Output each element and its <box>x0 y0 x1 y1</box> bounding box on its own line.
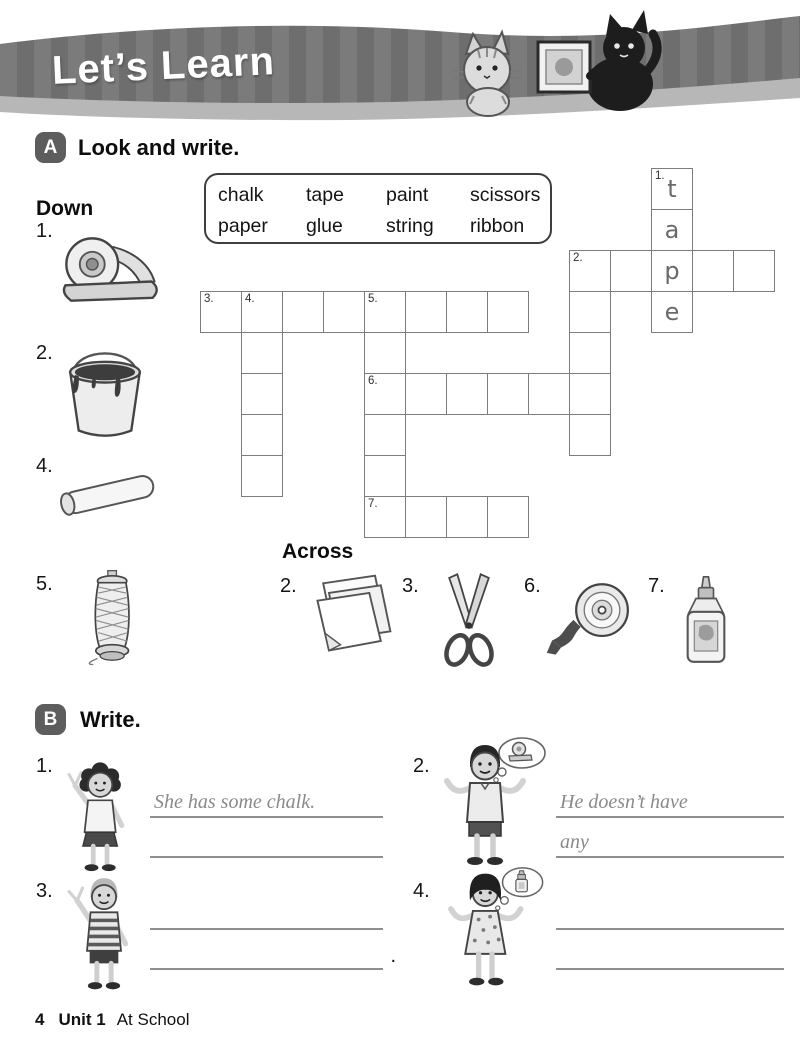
crossword-cell <box>528 373 570 415</box>
crossword-cell <box>487 496 529 538</box>
crossword-cell <box>651 291 693 333</box>
across-7-picture <box>676 565 736 677</box>
write-4-number: 4. <box>413 880 430 902</box>
down-2-number: 2. <box>36 342 53 364</box>
crossword-cell <box>364 332 406 374</box>
crossword-letter: a <box>664 216 680 244</box>
word-bank-word: glue <box>306 214 343 237</box>
crossword-cell <box>323 291 365 333</box>
write-3-number: 3. <box>36 880 53 902</box>
page-title: Let’s Learn <box>51 39 276 93</box>
answer-line <box>150 824 383 858</box>
write-3-lines <box>150 896 396 970</box>
crossword-cell <box>241 373 283 415</box>
crossword-cell <box>446 291 488 333</box>
crossword-cell <box>569 291 611 333</box>
word-bank-word: paper <box>218 214 268 237</box>
crossword-cell <box>446 373 488 415</box>
answer-line <box>150 936 383 970</box>
across-6-number: 6. <box>524 575 541 597</box>
answer-line <box>150 784 383 818</box>
line-suffix: . <box>390 945 396 967</box>
boy-scissors-gesture-icon <box>58 872 150 992</box>
answer-text: any <box>560 831 589 853</box>
crossword-cell <box>446 496 488 538</box>
down-5-number: 5. <box>36 573 53 595</box>
crossword-cell <box>364 496 406 538</box>
crossword-cell <box>241 291 283 333</box>
write-2-number: 2. <box>413 755 430 777</box>
down-1-number: 1. <box>36 220 53 242</box>
write-3-figure <box>58 872 150 992</box>
unit-label: Unit 1 <box>58 1010 106 1029</box>
across-heading: Across <box>282 540 354 563</box>
girl-shrug-thinking-glue-icon <box>436 866 548 994</box>
paper-sheets-icon <box>304 570 400 662</box>
down-heading: Down <box>36 197 94 220</box>
write-1-number: 1. <box>36 755 53 777</box>
word-bank-word: tape <box>306 184 344 206</box>
across-3-number: 3. <box>402 575 419 597</box>
crossword-cell <box>364 373 406 415</box>
crossword-cell <box>569 250 611 292</box>
word-bank-word: ribbon <box>470 214 525 237</box>
page-number: 4 <box>35 1010 45 1029</box>
crossword-clue-number: 5. <box>368 293 378 305</box>
word-bank-word: string <box>386 214 434 237</box>
boy-shrug-thinking-tape-icon <box>436 736 548 870</box>
crossword-cell <box>733 250 775 292</box>
write-1-lines <box>150 784 383 858</box>
crossword-cell <box>651 168 693 210</box>
answer-line <box>150 896 383 930</box>
crossword-cell <box>651 209 693 251</box>
answer-line <box>556 936 784 970</box>
crossword-cell <box>364 455 406 497</box>
crossword-clue-number: 6. <box>368 375 378 387</box>
word-bank-word: scissors <box>470 184 541 206</box>
across-7-number: 7. <box>648 575 665 597</box>
ribbon-spool-icon <box>545 578 643 660</box>
crossword-clue-number: 7. <box>368 498 378 510</box>
page-footer <box>35 1010 189 1030</box>
scissors-icon <box>424 566 514 678</box>
crossword-cell <box>569 373 611 415</box>
answer-text: He doesn’t have <box>560 791 688 813</box>
crossword-letter: p <box>664 257 680 285</box>
crossword-clue-number: 1. <box>655 170 665 182</box>
crossword-cell <box>200 291 242 333</box>
section-b-heading: Write. <box>80 707 141 732</box>
answer-text: She has some chalk. <box>154 791 316 813</box>
crossword-clue-number: 4. <box>245 293 255 305</box>
write-4-figure <box>436 866 548 994</box>
crossword-cell <box>405 373 447 415</box>
crossword-letter: e <box>664 298 680 326</box>
crossword-cell <box>487 291 529 333</box>
section-b-badge: B <box>35 704 66 735</box>
crossword-clue-number: 2. <box>573 252 583 264</box>
crossword-cell <box>282 291 324 333</box>
crossword-letter: t <box>667 175 677 203</box>
word-bank-word: paint <box>386 184 429 206</box>
crossword-cell <box>569 332 611 374</box>
answer-line <box>556 784 784 818</box>
word-bank-word: chalk <box>218 184 264 206</box>
crossword-cell <box>487 373 529 415</box>
section-a-heading: Look and write. <box>78 135 240 160</box>
answer-line <box>556 896 784 930</box>
write-4-lines <box>556 896 784 970</box>
across-3-picture <box>424 566 514 678</box>
down-4-number: 4. <box>36 455 53 477</box>
crossword-cell <box>569 414 611 456</box>
write-2-lines <box>556 784 784 858</box>
across-6-picture <box>545 578 643 660</box>
across-2-number: 2. <box>280 575 297 597</box>
glue-bottle-icon <box>676 565 736 677</box>
crossword-cell <box>241 414 283 456</box>
crossword-cell <box>364 291 406 333</box>
crossword-cell <box>405 291 447 333</box>
crossword-cell <box>610 250 652 292</box>
girl-peace-sign-icon <box>56 758 146 872</box>
write-1-figure <box>56 758 146 872</box>
crossword-cell <box>405 496 447 538</box>
write-2-figure <box>436 736 548 870</box>
answer-line <box>556 824 784 858</box>
crossword-cell <box>364 414 406 456</box>
crossword-cell <box>692 250 734 292</box>
unit-topic: At School <box>116 1010 190 1029</box>
across-2-picture <box>304 570 400 662</box>
crossword-cell <box>241 332 283 374</box>
section-a-badge: A <box>35 132 66 163</box>
crossword-cell <box>651 250 693 292</box>
crossword-clue-number: 3. <box>204 293 214 305</box>
crossword-cell <box>241 455 283 497</box>
